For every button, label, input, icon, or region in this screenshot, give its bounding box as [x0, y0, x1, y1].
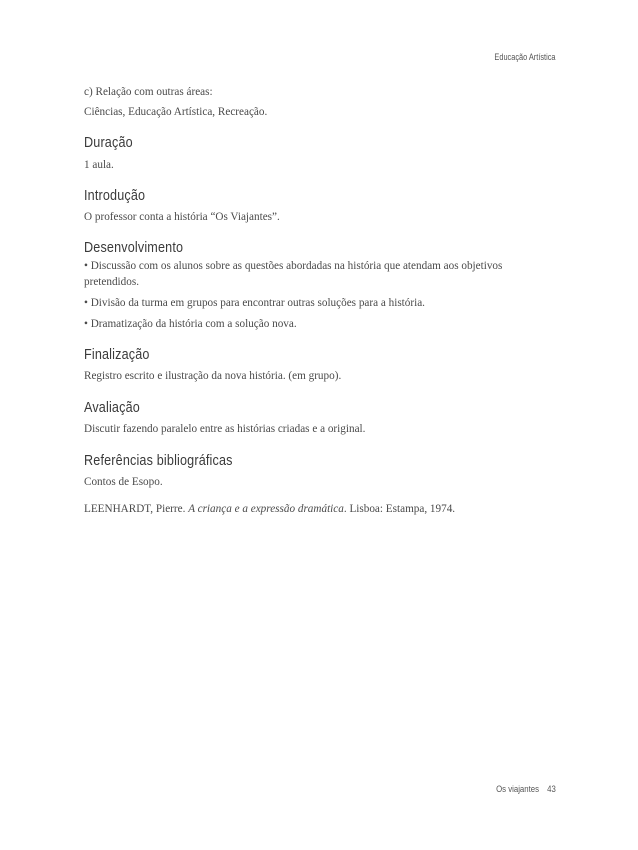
page-footer	[496, 784, 556, 795]
heading-duracao: Duração	[84, 134, 133, 151]
finalizacao-text: Registro escrito e ilustração da nova história. (em grupo).	[84, 370, 342, 382]
heading-finalizacao: Finalização	[84, 346, 150, 363]
page-content	[84, 84, 556, 517]
heading-introducao: Introdução	[84, 187, 146, 204]
relacao-text: Ciências, Educação Artística, Recreação.	[84, 106, 268, 118]
relacao-label: c) Relação com outras áreas:	[84, 86, 213, 98]
referencia-2	[84, 501, 556, 517]
referencia-2-title: A criança e a expressão dramática	[188, 503, 344, 515]
page-number: 43	[547, 784, 556, 795]
heading-referencias: Referências bibliográficas	[84, 452, 233, 469]
desenvolvimento-item: • Discussão com os alunos sobre as questões abordadas na história que atendam aos objetivos pretendidos.	[84, 260, 503, 288]
heading-avaliacao: Avaliação	[84, 399, 140, 416]
introducao-text: O professor conta a história “Os Viajantes”.	[84, 211, 280, 223]
heading-desenvolvimento: Desenvolvimento	[84, 239, 184, 256]
running-header: Educação Artística	[494, 52, 556, 62]
referencia-1: Contos de Esopo.	[84, 476, 163, 488]
duracao-text: 1 aula.	[84, 159, 114, 171]
footer-title: Os viajantes	[496, 784, 540, 795]
referencia-2-publisher: . Lisboa: Estampa, 1974.	[343, 503, 456, 515]
desenvolvimento-item: • Divisão da turma em grupos para encontrar outras soluções para a história.	[84, 297, 425, 309]
referencia-2-author: LEENHARDT, Pierre.	[84, 503, 189, 515]
avaliacao-text: Discutir fazendo paralelo entre as histórias criadas e a original.	[84, 423, 366, 435]
desenvolvimento-item: • Dramatização da história com a solução nova.	[84, 318, 297, 330]
